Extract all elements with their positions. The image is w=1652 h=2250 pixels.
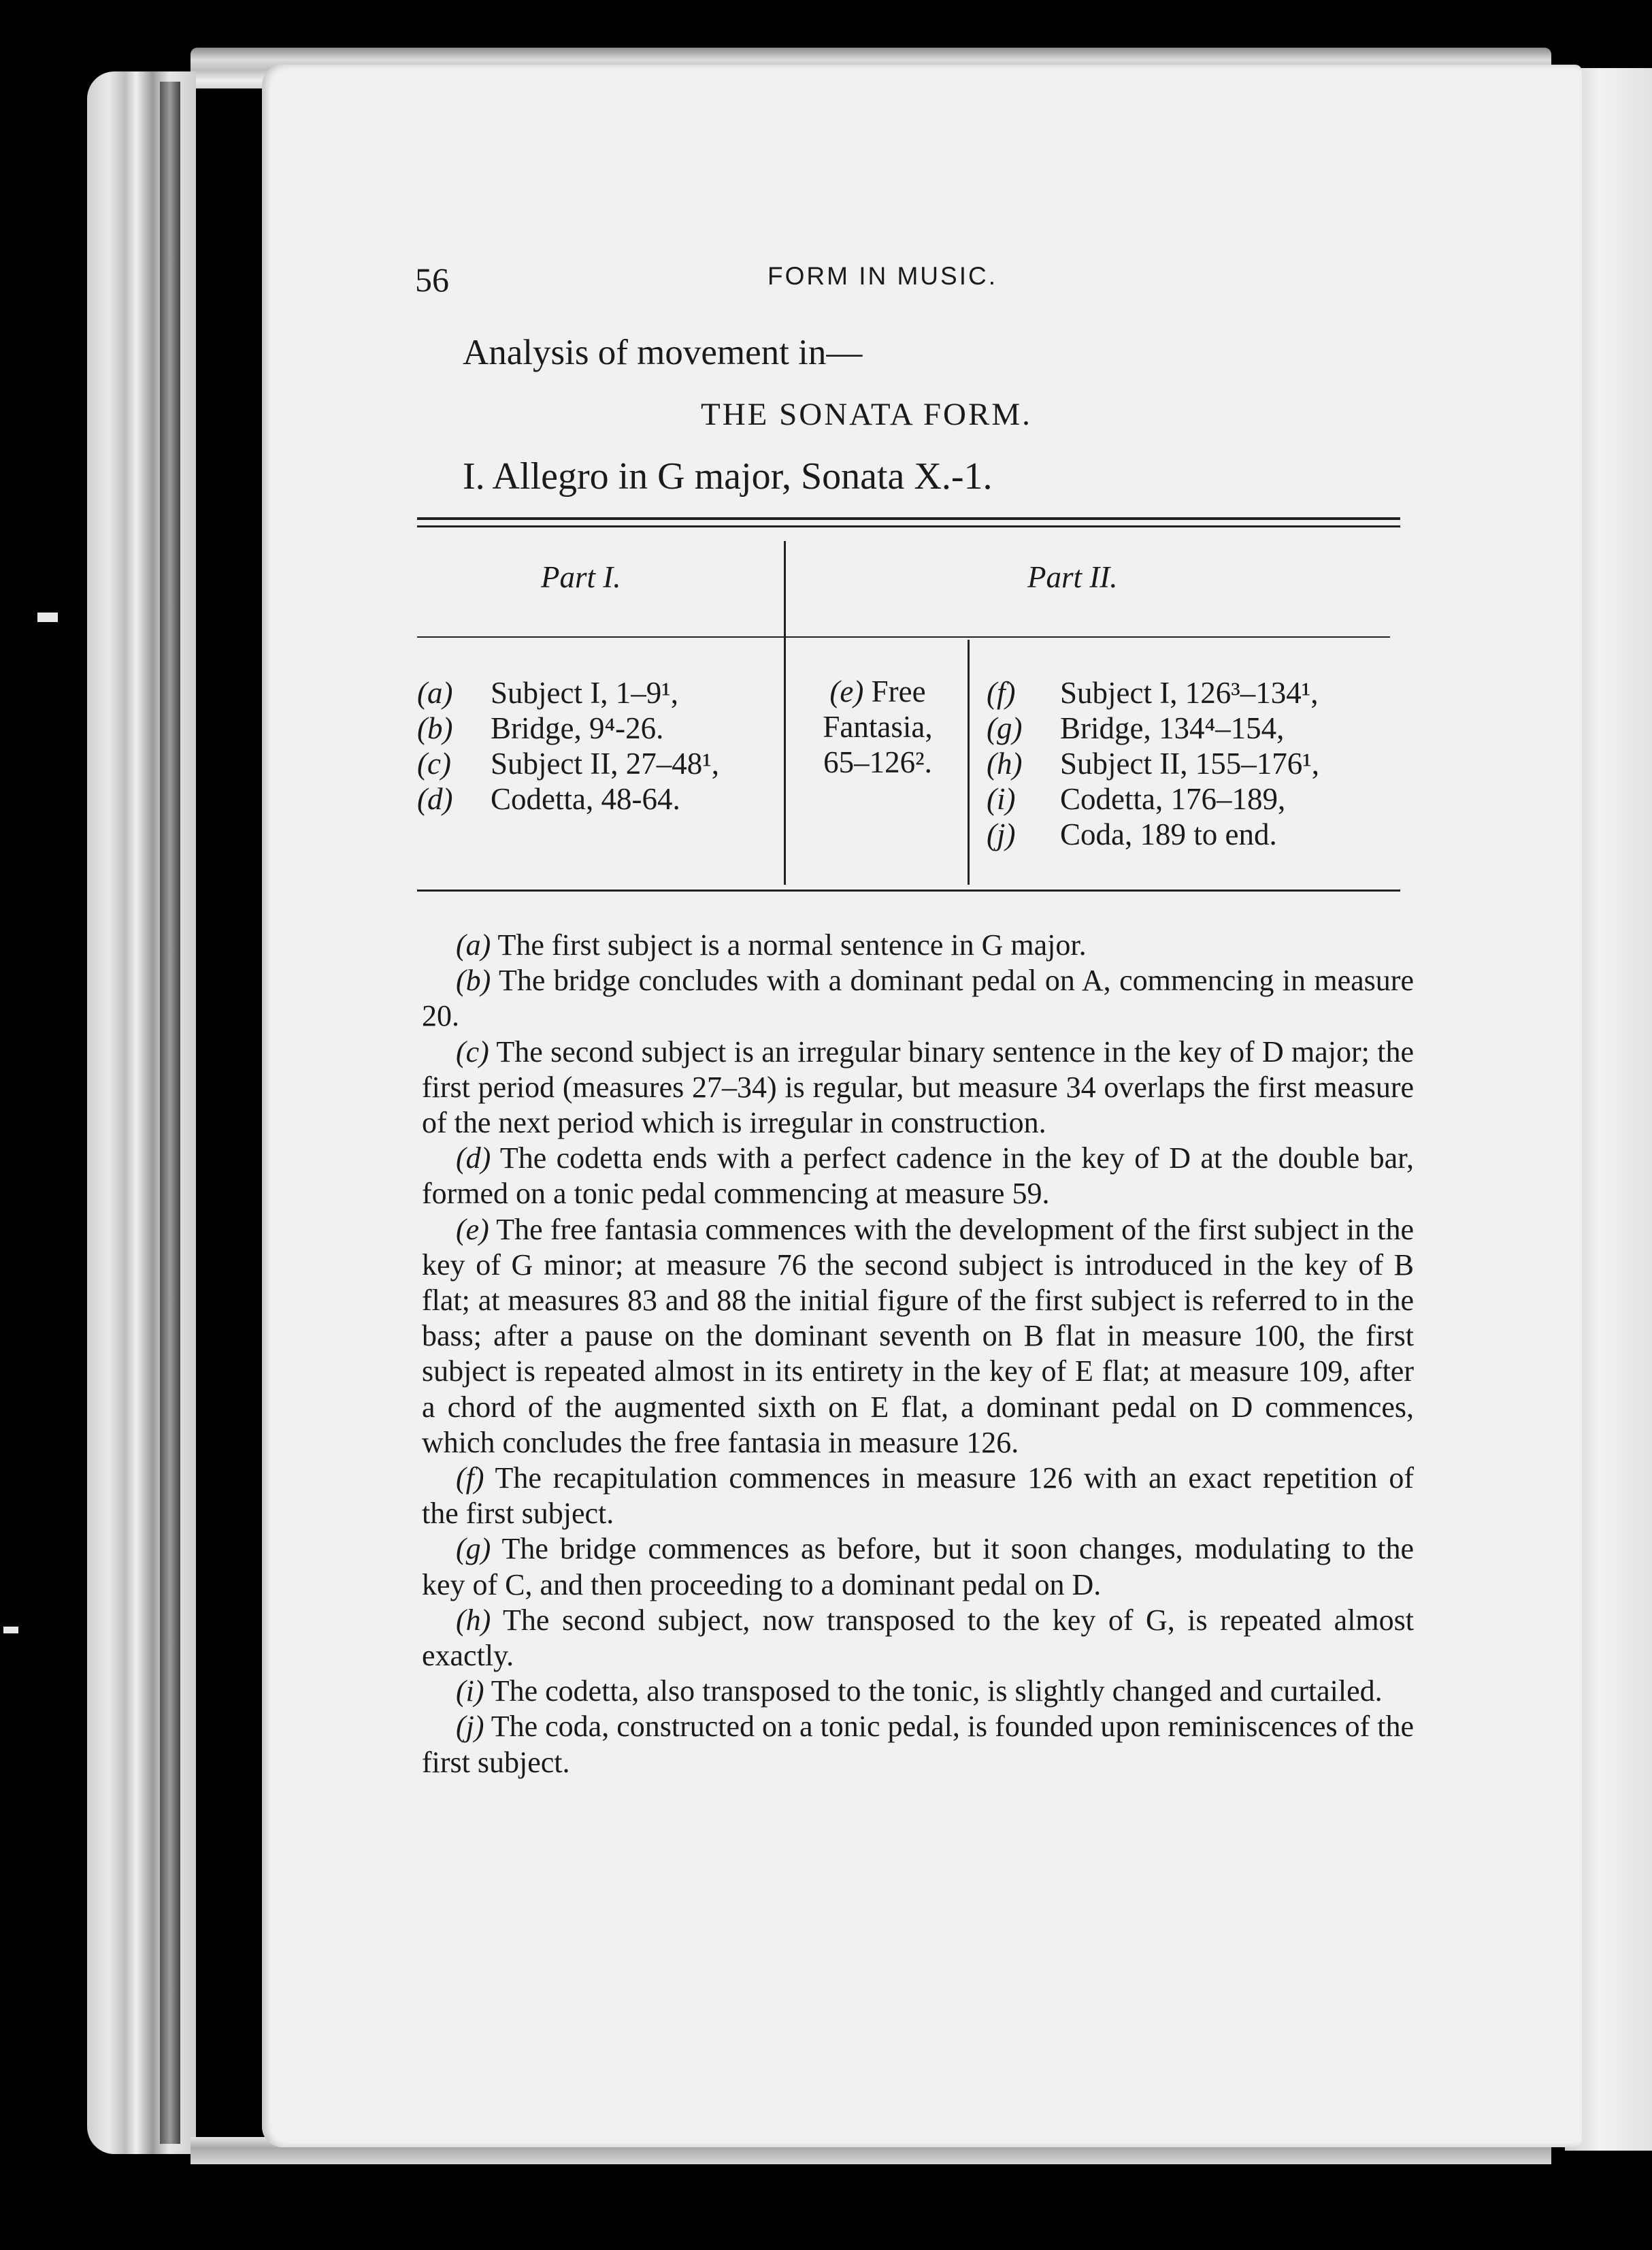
table-row bbox=[987, 675, 1318, 711]
row-marker: (a) bbox=[417, 676, 453, 710]
table-row bbox=[417, 675, 678, 711]
row-text: Subject I, 126³–134¹, bbox=[1060, 676, 1319, 710]
table-row bbox=[987, 746, 1319, 781]
running-head: FORM IN MUSIC. bbox=[767, 262, 997, 290]
row-marker: (g) bbox=[987, 711, 1023, 745]
table-divider-left bbox=[784, 541, 786, 885]
table-bottom-rule bbox=[417, 890, 1400, 892]
row-marker: (b) bbox=[417, 711, 453, 745]
row-text: Coda, 189 to end. bbox=[1060, 817, 1277, 851]
table-row bbox=[417, 746, 719, 781]
row-text: Subject II, 155–176¹, bbox=[1060, 747, 1319, 781]
note-paragraph: (e) The free fantasia commences with the development of the first subject in the key of G minor; at measure 76 the second subject is introduced in the key of B flat; at measures 83 and 88 the initial figure of the first subject is referred to in the bass; after a pause on the dominant seventh on B flat in measure 100, the first subject is repeated almost in its entirety in the key of E flat; at measure 109, after a chord of the augmented sixth on E flat, a dominant pedal on D commences, which concludes the free fantasia in measure 126. bbox=[422, 1212, 1414, 1459]
free-fantasia-cell bbox=[789, 674, 966, 780]
row-marker: (f) bbox=[987, 676, 1016, 710]
row-text: Bridge, 134⁴–154, bbox=[1060, 711, 1285, 745]
free-fantasia-line-1: (e) Free bbox=[829, 674, 926, 708]
note-paragraph: (j) The coda, constructed on a tonic pedal, is founded upon reminiscences of the first subject. bbox=[422, 1710, 1414, 1779]
note-paragraph: (i) The codetta, also transposed to the tonic, is slightly changed and curtailed. bbox=[456, 1674, 1383, 1708]
note-paragraph: (f) The recapitulation commences in measure 126 with an exact repetition of the first subject. bbox=[422, 1461, 1414, 1531]
row-marker: (h) bbox=[987, 747, 1023, 781]
table-top-rule-2 bbox=[417, 525, 1400, 527]
table-row bbox=[987, 781, 1285, 817]
row-marker: (i) bbox=[987, 782, 1016, 816]
row-marker: (d) bbox=[417, 782, 453, 816]
movement-title: I. Allegro in G major, Sonata X.-1. bbox=[463, 455, 993, 498]
part-two-header: Part II. bbox=[1027, 560, 1118, 594]
row-text: Subject II, 27–48¹, bbox=[491, 747, 719, 781]
row-marker: (e) bbox=[829, 674, 864, 708]
section-heading: THE SONATA FORM. bbox=[701, 397, 1032, 432]
free-fantasia-line-2: Fantasia, bbox=[823, 710, 933, 744]
note-paragraph: (d) The codetta ends with a perfect cadence in the key of D at the double bar, formed on a tonic pedal commencing at measure 59. bbox=[422, 1141, 1414, 1211]
table-divider-right bbox=[968, 640, 970, 885]
row-marker: (j) bbox=[987, 817, 1016, 851]
book-spine-shadow bbox=[160, 82, 180, 2144]
note-paragraph: (h) The second subject, now transposed to the key of G, is repeated almost exactly. bbox=[422, 1603, 1414, 1673]
note-paragraph: (a) The first subject is a normal sentence in G major. bbox=[456, 928, 1087, 962]
free-fantasia-line-3: 65–126². bbox=[823, 745, 932, 779]
row-text: Subject I, 1–9¹, bbox=[491, 676, 678, 710]
analysis-notes bbox=[422, 928, 1414, 1780]
row-marker: (c) bbox=[417, 747, 451, 781]
note-paragraph: (b) The bridge concludes with a dominant pedal on A, commencing in measure 20. bbox=[422, 964, 1414, 1033]
table-row bbox=[417, 711, 663, 746]
table-row bbox=[417, 781, 680, 817]
scan-speck bbox=[3, 1627, 18, 1633]
table-top-rule-1 bbox=[417, 517, 1400, 520]
note-paragraph: (c) The second subject is an irregular binary sentence in the key of D major; the first period (measures 27–34) is regular, but measure 34 overlaps the first measure of the next period which is irregular in construction. bbox=[422, 1034, 1414, 1140]
page-number: 56 bbox=[415, 261, 449, 299]
part-one-header-rule bbox=[417, 636, 784, 638]
table-row bbox=[987, 817, 1277, 852]
analysis-intro: Analysis of movement in— bbox=[463, 333, 863, 372]
table-row bbox=[987, 711, 1284, 746]
scan-speck bbox=[37, 613, 58, 622]
part-two-header-rule bbox=[786, 636, 1390, 638]
note-paragraph: (g) The bridge commences as before, but it soon changes, modulating to the key of C, and then proceeding to a dominant pedal on D. bbox=[422, 1532, 1414, 1601]
row-text: Codetta, 48-64. bbox=[491, 782, 680, 816]
row-text: Bridge, 9⁴-26. bbox=[491, 711, 664, 745]
row-text: Codetta, 176–189, bbox=[1060, 782, 1286, 816]
part-one-header: Part I. bbox=[541, 560, 621, 594]
